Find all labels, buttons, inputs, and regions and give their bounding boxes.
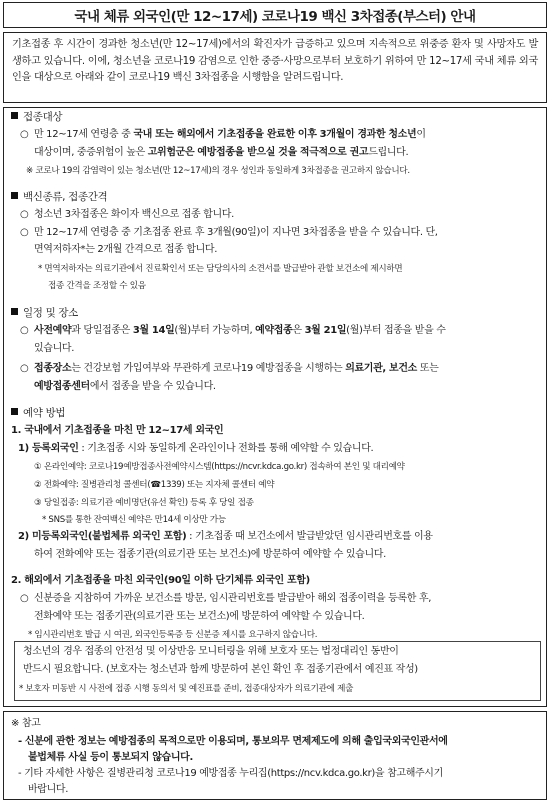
guardian-line2: 반드시 필요합니다. (보호자는 청소년과 함께 방문하여 본인 확인 후 접종기관에서 예진표 작성) <box>23 664 418 675</box>
abroad-bullet-line2: 전화예약 또는 접종기관(의료기관 또는 보건소)에 방문하여 예약할 수 있습니다. <box>34 611 365 622</box>
vaccine-note-line1: * 면역저하자는 의료기관에서 진료확인서 또는 담당의사의 소견서를 발급받아 관할 보건소에 제시하면 <box>38 264 403 274</box>
section-vaccine-heading: 백신종류, 접종간격 <box>11 189 107 205</box>
guardian-line1: 청소년의 경우 접종의 안전성 및 이상반응 모니터링을 위해 보호자 또는 법정대리인 동반이 <box>23 646 399 657</box>
vaccine-bullet-2: ○ 만 12~17세 연령층 중 기초접종 완료 후 3개월(90일)이 지나면 3차접종을 받을 수 있습니다. 단, <box>20 227 438 238</box>
section-booking-heading: 예약 방법 <box>11 405 65 421</box>
eligibility-note: ※ 코로나 19의 감염력이 있는 청소년(만 12~17세)의 경우 성인과 동일하게 3차접종을 권고하지 않습니다. <box>26 166 410 176</box>
unregistered-line2: 하여 전화예약 또는 접종기관(의료기관 또는 보건소)에 방문하여 예약할 수 있습니다. <box>34 549 386 560</box>
vaccine-note-line2: 접종 간격을 조정할 수 있음 <box>48 281 146 291</box>
booking-domestic-heading: 1. 국내에서 기초접종을 마친 만 12~17세 외국인 <box>11 425 224 436</box>
section-eligibility-heading: 접종대상 <box>11 109 62 125</box>
square-bullet-icon <box>11 192 18 199</box>
unregistered-foreigner-item: 2) 미등록외국인(불법체류 외국인 포함) : 기초접종 때 보건소에서 발급받았던 임시관리번호를 이용 <box>18 531 433 542</box>
eligibility-bullet-line2: 대상이며, 중증위험이 높은 고위험군은 예방접종을 받으실 것을 적극적으로 권고드립니다. <box>34 147 409 158</box>
notes-heading: ※ 참고 <box>11 718 41 729</box>
eligibility-bullet: ○ 만 12~17세 연령층 중 국내 또는 해외에서 기초접종을 완료한 이후 3개월이 경과한 청소년이 <box>20 129 426 140</box>
square-bullet-icon <box>11 112 18 119</box>
registered-same-day: ③ 당일접종: 의료기관 예비명단(유선 확인) 등록 후 당일 접종 <box>34 498 254 508</box>
square-bullet-icon <box>11 308 18 315</box>
schedule-bullet-1-line2: 있습니다. <box>34 343 75 354</box>
note-2-line2: 바랍니다. <box>28 784 69 795</box>
registered-foreigner-item: 1) 등록외국인 : 기초접종 시와 동일하게 온라인이나 전화를 통해 예약할 수 있습니다. <box>18 443 374 454</box>
abroad-bullet: ○ 신분증을 지참하여 가까운 보건소를 방문, 임시관리번호를 발급받아 해외 접종이력을 등록한 후, <box>20 593 432 604</box>
vaccine-bullet-1: ○ 청소년 3차접종은 화이자 백신으로 접종 합니다. <box>20 209 234 220</box>
square-bullet-icon <box>11 408 18 415</box>
intro-paragraph: 기초접종 후 시간이 경과한 청소년(만 12~17세)에서의 확진자가 급증하고 있으며 지속적으로 위중증 환자 및 사망자도 발생하고 있습니다. 이에, 청소년을 코로나19 감염으로 인한 중증·사망으로부터 보호하기 위하여 만 12~17세 국내 체류 외국인을 대상으로 아래와 같이 코로나19 백신 3차접종을 시행함을 알려드립니다. <box>3 32 547 103</box>
registered-phone-booking: ② 전화예약: 질병관리청 콜센터(☎1339) 또는 지자체 콜센터 예약 <box>34 480 275 490</box>
schedule-bullet-2: ○ 접종장소는 건강보험 가입여부와 무관하게 코로나19 예방접종을 시행하는 의료기관, 보건소 또는 <box>20 363 439 374</box>
guardian-note: * 보호자 미동반 시 사전에 접종 시행 동의서 및 예진표를 준비, 접종대상자가 의료기관에 제출 <box>19 684 354 694</box>
note-1-line1: - 신분에 관한 정보는 예방접종의 목적으로만 이용되며, 통보의무 면제제도에 의해 출입국외국인관서에 <box>18 736 448 747</box>
note-2-line1: - 기타 자세한 사항은 질병관리청 코로나19 예방접종 누리집(https://ncv.kdca.go.kr)을 참고해주시기 <box>18 768 443 779</box>
note-1-line2: 불법체류 사실 등이 통보되지 않습니다. <box>28 752 193 763</box>
schedule-bullet-2-line2: 예방접종센터에서 접종을 받을 수 있습니다. <box>34 381 216 392</box>
registered-sns-note: * SNS를 통한 잔여백신 예약은 만14세 이상만 가능 <box>42 515 226 525</box>
booking-abroad-heading: 2. 해외에서 기초접종을 마친 외국인(90일 이하 단기체류 외국인 포함) <box>11 575 310 586</box>
reference-notes-box <box>3 711 547 800</box>
page-title: 국내 체류 외국인(만 12~17세) 코로나19 백신 3차접종(부스터) 안내 <box>3 2 547 28</box>
vaccine-bullet-2-line2: 면역저하자*는 2개월 간격으로 접종 합니다. <box>34 244 218 255</box>
abroad-note: * 임시관리번호 발급 시 여권, 외국인등록증 등 신분증 제시를 요구하지 않습니다. <box>28 630 318 640</box>
main-content-box <box>3 107 547 707</box>
schedule-bullet-1: ○ 사전예약과 당일접종은 3월 14일(월)부터 가능하며, 예약접종은 3월 21일(월)부터 접종을 받을 수 <box>20 325 446 336</box>
registered-online-booking: ① 온라인예약: 코로나19예방접종사전예약시스템(https://ncvr.kdca.go.kr) 접속하여 본인 및 대리예약 <box>34 462 405 472</box>
section-schedule-heading: 일정 및 장소 <box>11 305 78 321</box>
guardian-notice-box <box>14 641 541 701</box>
